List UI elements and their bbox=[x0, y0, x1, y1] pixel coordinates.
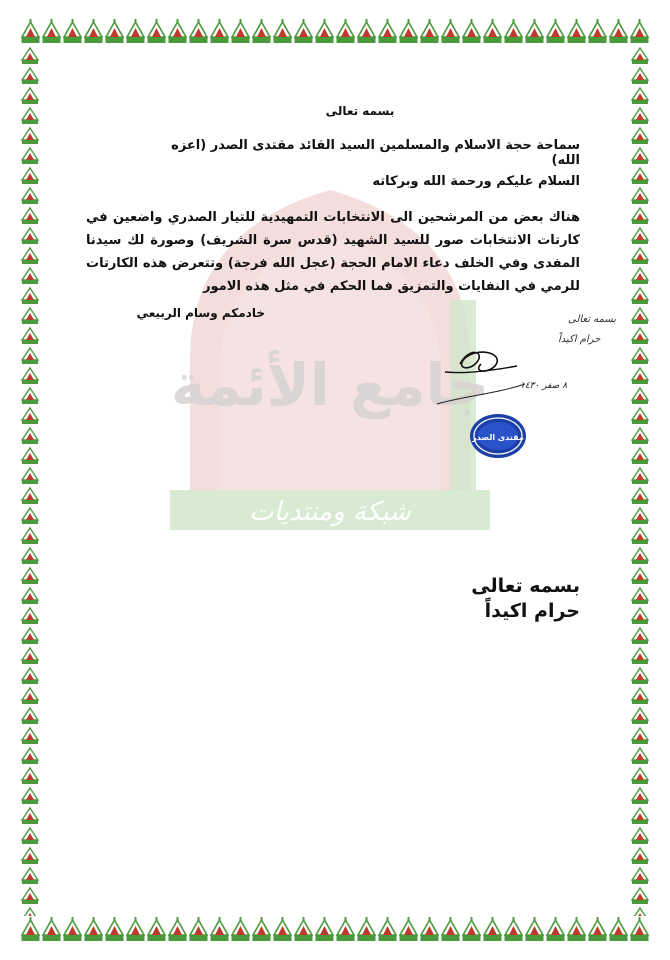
decorative-border-right bbox=[630, 46, 650, 916]
typed-ruling bbox=[380, 574, 580, 624]
letter-signer: خادمكم وسام الربيعي bbox=[136, 306, 265, 320]
decorative-border-top bbox=[20, 18, 650, 46]
watermark-title: جامع الأئمة bbox=[170, 351, 490, 419]
typed-ruling-line1: بسمه تعالى bbox=[471, 575, 580, 597]
letter-body: هناك بعض من المرشحين الى الانتخابات التمهيدية للتيار الصدري واضعين في كارتات الانتخابات صور للسيد الشهيد (قدس سرة الشريف) وصورة لك سيدنا المفدى وفي الخلف دعاء الامام الحجة (عجل الله فرجة) وتتعرض هذه الكارتات للرمي في النفايات والتمزيق فما الحكم في مثل هذه الامور bbox=[86, 210, 580, 294]
official-seal bbox=[468, 412, 528, 460]
signature-date: ٨ صفر ١٤٣٠ bbox=[520, 381, 568, 391]
letter-recipient: سماحة حجة الاسلام والمسلمين السيد القائد مقتدى الصدر (اعزه الله) bbox=[171, 138, 580, 168]
letter-greeting: السلام عليكم ورحمة الله وبركاته bbox=[372, 174, 580, 189]
signature bbox=[425, 344, 568, 410]
typed-ruling-line2: حرام اكيداً bbox=[484, 600, 580, 622]
letter-basmala: بسمه تعالى bbox=[325, 104, 395, 118]
handwritten-answer-line2: حرام اكيداً bbox=[558, 334, 601, 345]
watermark-subtitle: شبكة ومنتديات bbox=[249, 497, 411, 527]
decorative-border-left bbox=[20, 46, 40, 916]
handwritten-answer-line1: بسمه تعالى bbox=[568, 314, 617, 325]
seal-text: مقتدى الصدر bbox=[472, 433, 524, 442]
decorative-border-bottom bbox=[20, 916, 650, 944]
